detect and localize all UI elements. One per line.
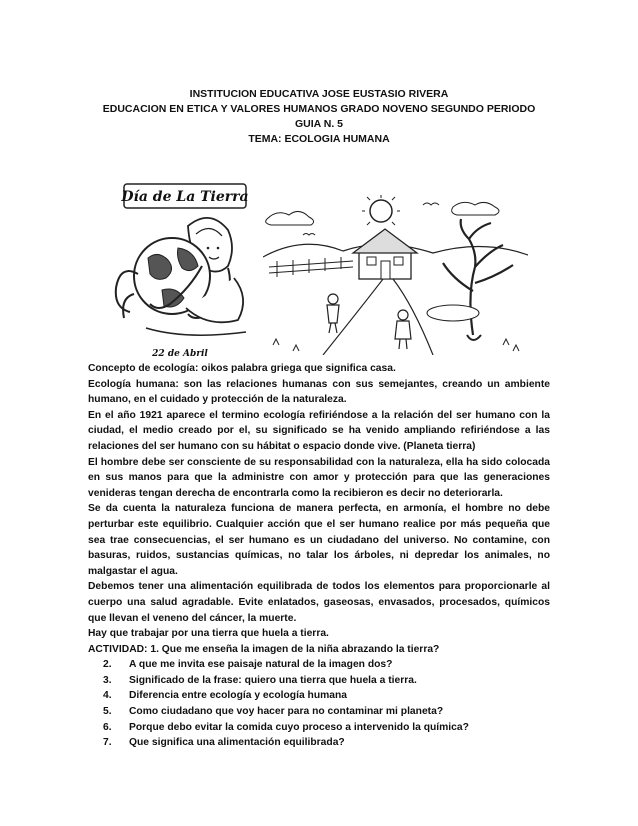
item-text: Como ciudadano que voy hacer para no contaminar mi planeta? [129, 706, 444, 718]
item-text: Porque debo evitar la comida cuyo proceso a intervenido la química? [129, 721, 469, 733]
list-item [88, 688, 550, 704]
item-number: 6. [103, 721, 112, 733]
document-body [88, 361, 550, 751]
list-item [88, 720, 550, 736]
item-number: 5. [103, 706, 112, 718]
item-text: Diferencia entre ecología y ecología humana [129, 690, 348, 702]
item-text: A que me invita ese paisaje natural de la imagen dos? [129, 659, 393, 671]
item-text: Que significa una alimentación equilibrada? [129, 737, 345, 749]
paragraph-balance: Se da cuenta la naturaleza funciona de manera perfecta, en armonía, el hombre no debe perturbar este equilibrio. Cualquier acción que el ser humano realice por más pequeña que sea trae consecuencias, el ser humano es un ciudadano del universo. No contamine, con basuras, ruidos, sustancias químicas, no talar los árboles, ni depredar los animales, no malgastar el agua. [88, 503, 550, 577]
document-header [0, 87, 638, 147]
school-name: INSTITUCION EDUCATIVA JOSE EUSTASIO RIVERA [189, 88, 449, 100]
earth-day-date: 22 de Abril [152, 349, 208, 359]
course-line: EDUCACION EN ETICA Y VALORES HUMANOS GRADO NOVENO SEGUNDO PERIODO [102, 103, 536, 115]
paragraph-nutrition: Debemos tener una alimentación equilibrada de todos los elementos para proporcionarle al cuerpo una salud agradable. Evite enlatados, gaseosas, envasados, procesados, químicos que llevan el veneno del cáncer, la muerte. [88, 581, 550, 624]
item-text: Significado de la frase: quiero una tierra que huela a tierra. [129, 674, 417, 686]
list-item [88, 673, 550, 689]
item-number: 3. [103, 674, 112, 686]
guide-number: GUIA N. 5 [294, 118, 344, 130]
paragraph-motto: Hay que trabajar por una tierra que huela a tierra. [88, 628, 329, 640]
item-number: 2. [103, 659, 112, 671]
list-item [88, 704, 550, 720]
item-number: 7. [103, 737, 112, 749]
earth-day-title: Día de La Tierra [121, 189, 249, 205]
item-number: 4. [103, 690, 112, 702]
sun-icon [370, 200, 392, 222]
paragraph-responsibility: El hombre debe ser consciente de su responsabilidad con la naturaleza, ella ha sido colocada en sus manos para que la administre con amor y protección para que las generaciones venideras tengan derecha de encontrarla como la recibieron es decir no deteriorarla. [88, 456, 550, 499]
topic-title: TEMA: ECOLOGIA HUMANA [248, 133, 390, 145]
earth-day-illustration [110, 178, 260, 363]
list-item [88, 735, 550, 751]
paragraph-history: En el año 1921 aparece el termino ecología refiriéndose a la relación del ser humano con la ciudad, el medio creado por el, su significado se ha venido ampliando refiriéndose a las relaciones del ser humano con su hábitat o espacio donde vive. (Planeta tierra) [88, 409, 550, 452]
paragraph-ecology-concept: Concepto de ecología: oikos palabra griega que significa casa. [88, 363, 396, 374]
list-item [88, 657, 550, 673]
paragraph-human-ecology: Ecología humana: son las relaciones humanas con sus semejantes, creando un ambiente humano, en el cuidado y protección de la naturaleza. [88, 378, 550, 406]
activity-list [88, 657, 550, 751]
activity-intro: ACTIVIDAD: 1. Que me enseña la imagen de la niña abrazando la tierra? [88, 643, 440, 655]
landscape-illustration [263, 195, 528, 355]
